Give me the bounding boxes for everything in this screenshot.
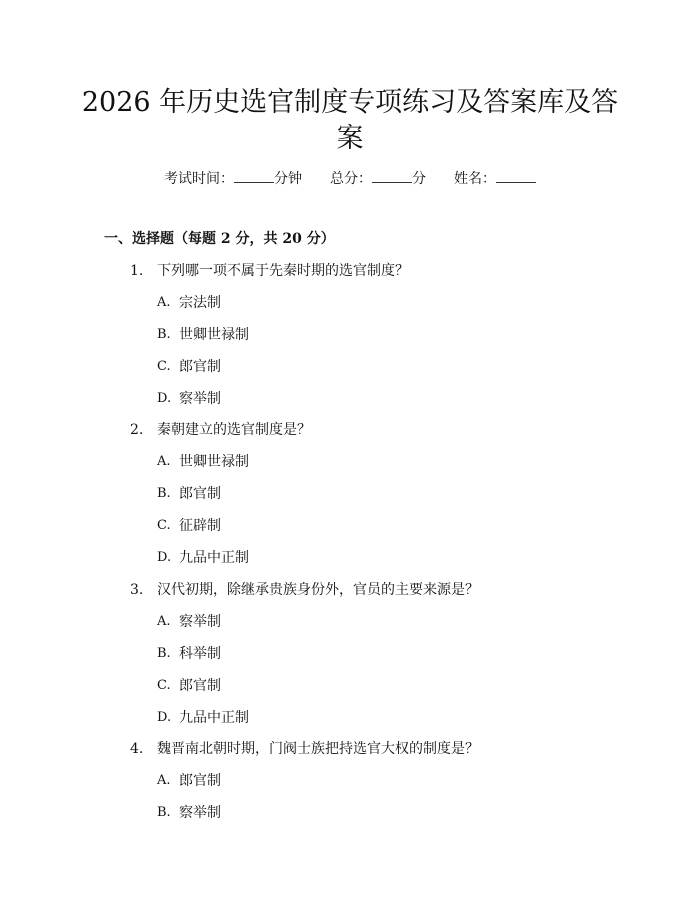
question-text: 汉代初期，除继承贵族身份外，官员的主要来源是？ [157, 582, 479, 598]
section-heading: 一、选择题（每题 2 分，共 20 分） [104, 231, 335, 247]
option-letter: C. [157, 678, 171, 693]
total-score-unit: 分 [412, 171, 426, 187]
option-letter: B. [157, 327, 171, 342]
option-text: 九品中正制 [179, 550, 249, 566]
option-letter: A. [157, 614, 171, 629]
total-score-field [330, 168, 426, 189]
option-text: 征辟制 [179, 518, 221, 534]
option-text: 察举制 [179, 614, 221, 630]
document-title-line2: 案 [336, 123, 364, 154]
option-text: 科举制 [179, 646, 221, 662]
exam-meta-row [0, 168, 700, 189]
question-number: 3. [130, 582, 144, 598]
option-letter: B. [157, 805, 171, 820]
option-text: 郎官制 [179, 359, 221, 375]
option-text: 郎官制 [179, 486, 221, 502]
document-title-line1: 2026 年历史选官制度专项练习及答案库及答 [81, 87, 619, 118]
option-text: 郎官制 [179, 678, 221, 694]
student-name-blank [496, 168, 536, 183]
option-text: 世卿世禄制 [179, 327, 249, 343]
option-letter: D. [157, 391, 172, 406]
option-letter: C. [157, 359, 171, 374]
exam-time-label: 考试时间： [164, 171, 234, 187]
option-letter: D. [157, 710, 172, 725]
total-score-blank [372, 168, 412, 183]
question-text: 下列哪一项不属于先秦时期的选官制度？ [157, 263, 409, 279]
option-letter: A. [157, 773, 171, 788]
option-text: 察举制 [179, 805, 221, 821]
exam-time-blank [234, 168, 274, 183]
student-name-field [454, 168, 536, 189]
exam-time-unit: 分钟 [274, 171, 302, 187]
option-text: 世卿世禄制 [179, 454, 249, 470]
option-letter: B. [157, 486, 171, 501]
option-text: 郎官制 [179, 773, 221, 789]
option-letter: C. [157, 518, 171, 533]
option-text: 宗法制 [179, 295, 221, 311]
option-letter: D. [157, 550, 172, 565]
question-number: 2. [130, 422, 144, 438]
option-letter: A. [157, 454, 171, 469]
total-score-label: 总分： [330, 171, 372, 187]
question-number: 1. [130, 263, 144, 279]
question-text: 秦朝建立的选官制度是？ [157, 422, 311, 438]
option-text: 九品中正制 [179, 710, 249, 726]
question-text: 魏晋南北朝时期，门阀士族把持选官大权的制度是？ [157, 741, 479, 757]
student-name-label: 姓名： [454, 171, 496, 187]
question-number: 4. [130, 741, 144, 757]
exam-time-field [164, 168, 302, 189]
option-letter: A. [157, 295, 171, 310]
option-text: 察举制 [179, 391, 221, 407]
option-letter: B. [157, 646, 171, 661]
